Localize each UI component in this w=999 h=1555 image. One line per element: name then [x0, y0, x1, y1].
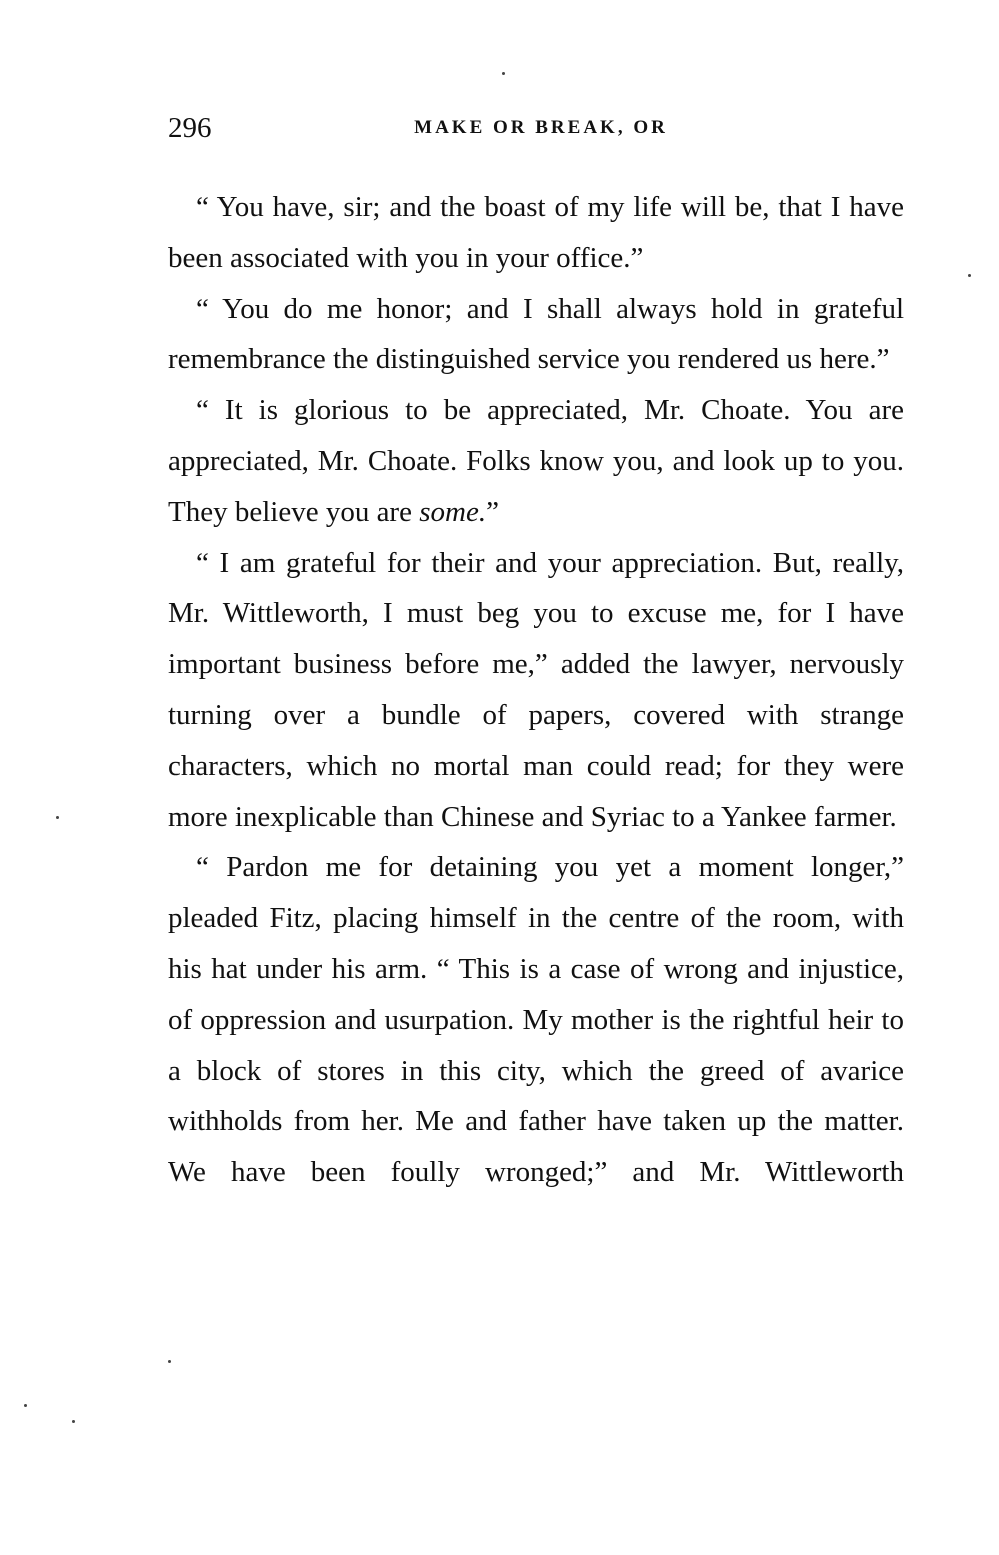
- scan-speck: [502, 72, 505, 75]
- paragraph-3: [168, 385, 904, 537]
- page-number: 296: [168, 112, 212, 144]
- paragraph-3-text: “ It is glorious to be appreciated, Mr. Choate. You are appreciated, Mr. Choate. Folks know you, and look up to you. They believe you are: [168, 394, 904, 528]
- paragraph-4: “ I am grateful for their and your appreciation. But, really, Mr. Wittleworth, I must beg you to excuse me, for I have important business before me,” added the lawyer, nervously turning over a bundle of papers, covered with strange characters, which no mortal man could read; for they were more inexplicable than Chinese and Syriac to a Yankee farmer.: [168, 546, 904, 833]
- paragraph-1: “ You have, sir; and the boast of my life will be, that I have been associated with you in your office.”: [168, 191, 904, 274]
- paragraph-5: “ Pardon me for detaining you yet a moment longer,” pleaded Fitz, placing himself in the centre of the room, with his hat under his arm. “ This is a case of wrong and injustice, of oppression and usurpation. My mother is the rightful heir to a block of stores in this city, which the greed of avarice withholds from her. Me and father have taken up the matter. We have been foully wronged;” and Mr. Wittleworth: [168, 851, 904, 1189]
- paragraph-3-italic: some.: [419, 495, 487, 528]
- paragraph-2: “ You do me honor; and I shall always hold in grateful remembrance the distinguished service you rendered us here.”: [168, 292, 904, 376]
- scan-speck: [968, 274, 971, 277]
- scan-speck: [168, 1360, 171, 1363]
- paragraph-3-close-quote: ”: [486, 495, 499, 528]
- scan-speck: [72, 1420, 75, 1423]
- page-header: [168, 108, 904, 148]
- running-title: MAKE OR BREAK, OR: [414, 117, 668, 138]
- body-text: [168, 182, 904, 1198]
- scan-speck: [56, 816, 59, 819]
- scan-speck: [24, 1404, 27, 1407]
